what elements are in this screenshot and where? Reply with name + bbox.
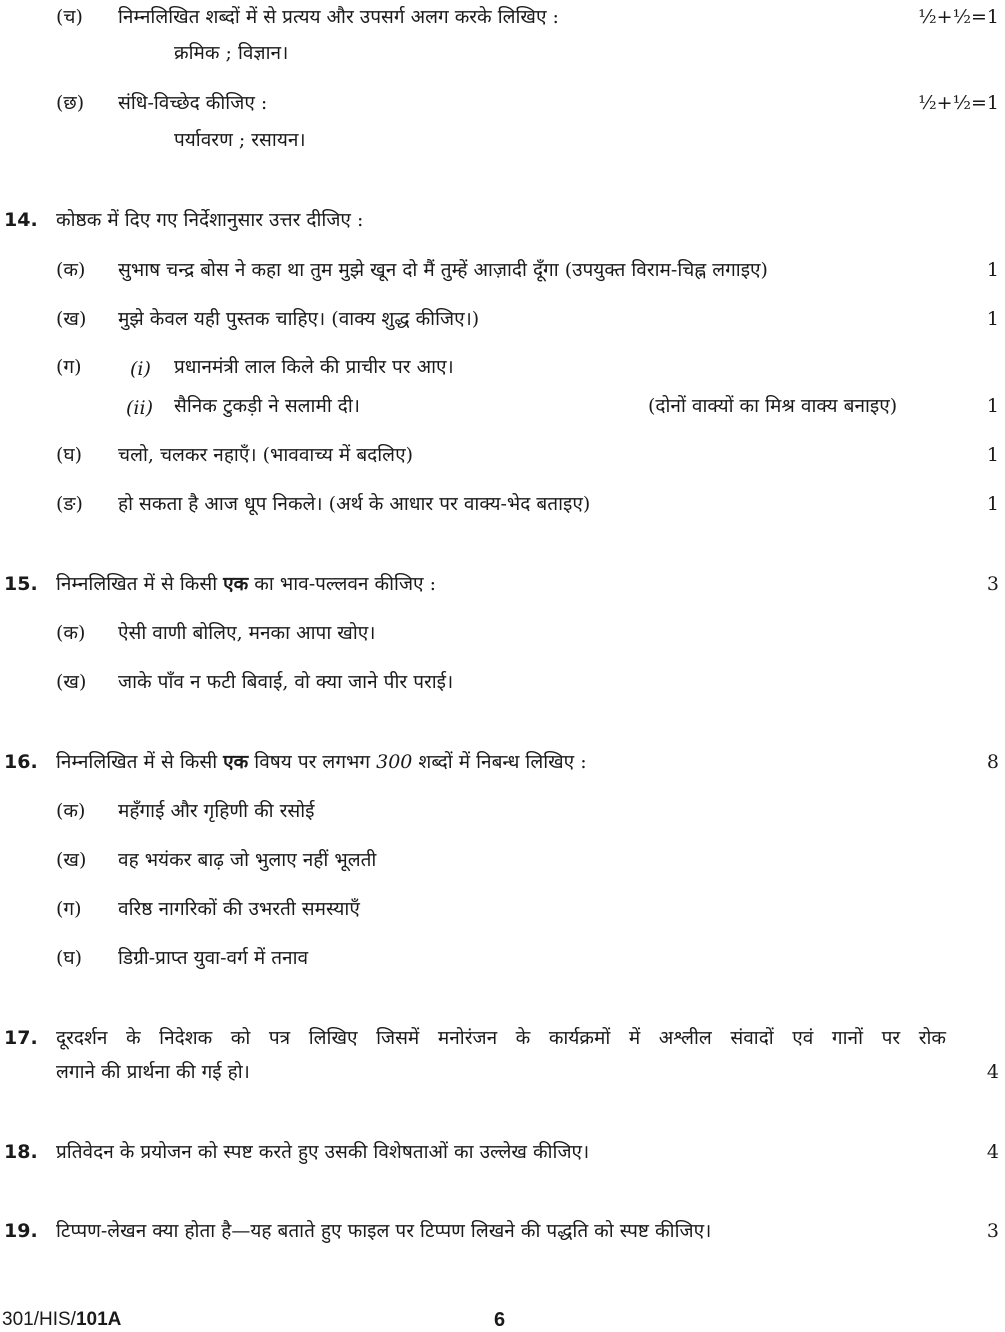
q16-kha-label: (ख) [56, 849, 87, 871]
q13-chh-label: (छ) [56, 92, 85, 114]
q13-ch-marks: ½+½=1 [918, 6, 999, 28]
q16-number: 16. [4, 751, 38, 773]
q14-number: 14. [4, 209, 38, 231]
q15-ka-label: (क) [56, 622, 86, 644]
q14-kha-label: (ख) [56, 308, 87, 330]
q14-ka-label: (क) [56, 259, 86, 281]
q19-marks: 3 [986, 1220, 999, 1242]
q13-chh-words: पर्यावरण ; रसायन। [174, 129, 306, 151]
q14-gha-marks: 1 [986, 444, 999, 466]
q13-chh-text: संधि-विच्छेद कीजिए : [118, 92, 268, 114]
q16-ga-label: (ग) [56, 898, 82, 920]
q13-ch-text: निम्नलिखित शब्दों में से प्रत्यय और उपसर्ग अलग करके लिखिए : [118, 6, 559, 28]
q19-number: 19. [4, 1220, 38, 1242]
q14-ga-sub1-text: प्रधानमंत्री लाल किले की प्राचीर पर आए। [174, 356, 454, 378]
q14-ga-instruction: (दोनों वाक्यों का मिश्र वाक्य बनाइए) [648, 395, 898, 417]
q14-ka-marks: 1 [986, 259, 999, 281]
q16-ka-label: (क) [56, 800, 86, 822]
q16-marks: 8 [986, 751, 999, 773]
q16-text: निम्नलिखित में से किसी एक विषय पर लगभग 300 शब्दों में निबन्ध लिखिए : [56, 751, 587, 773]
q13-chh-marks: ½+½=1 [918, 92, 999, 114]
q14-nga-label: (ङ) [56, 493, 83, 515]
q14-kha-marks: 1 [986, 308, 999, 330]
q15-marks: 3 [986, 573, 999, 595]
q15-kha-label: (ख) [56, 671, 87, 693]
q14-ga-sub2-label: (ii) [126, 397, 153, 419]
q15-text: निम्नलिखित में से किसी एक का भाव-पल्लवन कीजिए : [56, 573, 436, 595]
q14-text: कोष्ठक में दिए गए निर्देशानुसार उत्तर दीजिए : [56, 209, 364, 231]
q14-ga-sub2-text: सैनिक टुकड़ी ने सलामी दी। [174, 395, 361, 417]
q14-ga-marks: 1 [986, 395, 999, 417]
q16-ga-text: वरिष्ठ नागरिकों की उभरती समस्याएँ [118, 898, 360, 920]
q18-marks: 4 [986, 1141, 999, 1163]
q18-text: प्रतिवेदन के प्रयोजन को स्पष्ट करते हुए उसकी विशेषताओं का उल्लेख कीजिए। [56, 1141, 590, 1163]
q18-number: 18. [4, 1141, 38, 1163]
q14-nga-text: हो सकता है आज धूप निकले। (अर्थ के आधार पर वाक्य-भेद बताइए) [118, 493, 591, 515]
q14-gha-text: चलो, चलकर नहाएँ। (भाववाच्य में बदलिए) [118, 444, 413, 466]
q15-kha-text: जाके पाँव न फटी बिवाई, वो क्या जाने पीर पराई। [118, 671, 454, 693]
q14-kha-text: मुझे केवल यही पुस्तक चाहिए। (वाक्य शुद्ध कीजिए।) [118, 308, 480, 330]
q16-gha-text: डिग्री-प्राप्त युवा-वर्ग में तनाव [118, 947, 309, 969]
q14-nga-marks: 1 [986, 493, 999, 515]
q14-ka-text: सुभाष चन्द्र बोस ने कहा था तुम मुझे खून दो मैं तुम्हें आज़ादी दूँगा (उपयुक्त विराम-चिह्न लगाइए) [118, 259, 768, 281]
q19-text: टिप्पण-लेखन क्या होता है—यह बताते हुए फाइल पर टिप्पण लिखने की पद्धति को स्पष्ट कीजिए। [56, 1220, 712, 1242]
q13-ch-label: (च) [56, 6, 83, 28]
paper-code: 301/HIS/101A [2, 1309, 122, 1330]
q15-ka-text: ऐसी वाणी बोलिए, मनका आपा खोए। [118, 622, 376, 644]
q16-kha-text: वह भयंकर बाढ़ जो भुलाए नहीं भूलती [118, 849, 377, 871]
q17-number: 17. [4, 1027, 38, 1049]
q13-ch-words: क्रमिक ; विज्ञान। [174, 42, 289, 64]
q17-text-line1: दूरदर्शन के निदेशक को पत्र लिखिए जिसमें मनोरंजन के कार्यक्रमों में अश्लील संवादों एवं गानों पर रोक [56, 1027, 946, 1049]
q14-gha-label: (घ) [56, 444, 83, 466]
page-number: 6 [494, 1309, 506, 1331]
q14-ga-label: (ग) [56, 356, 82, 378]
q16-gha-label: (घ) [56, 947, 83, 969]
q17-text-line2: लगाने की प्रार्थना की गई हो। [56, 1061, 250, 1083]
q17-marks: 4 [986, 1061, 999, 1083]
q16-ka-text: महँगाई और गृहिणी की रसोई [118, 800, 315, 822]
q14-ga-sub1-label: (i) [130, 358, 151, 380]
q15-number: 15. [4, 573, 38, 595]
